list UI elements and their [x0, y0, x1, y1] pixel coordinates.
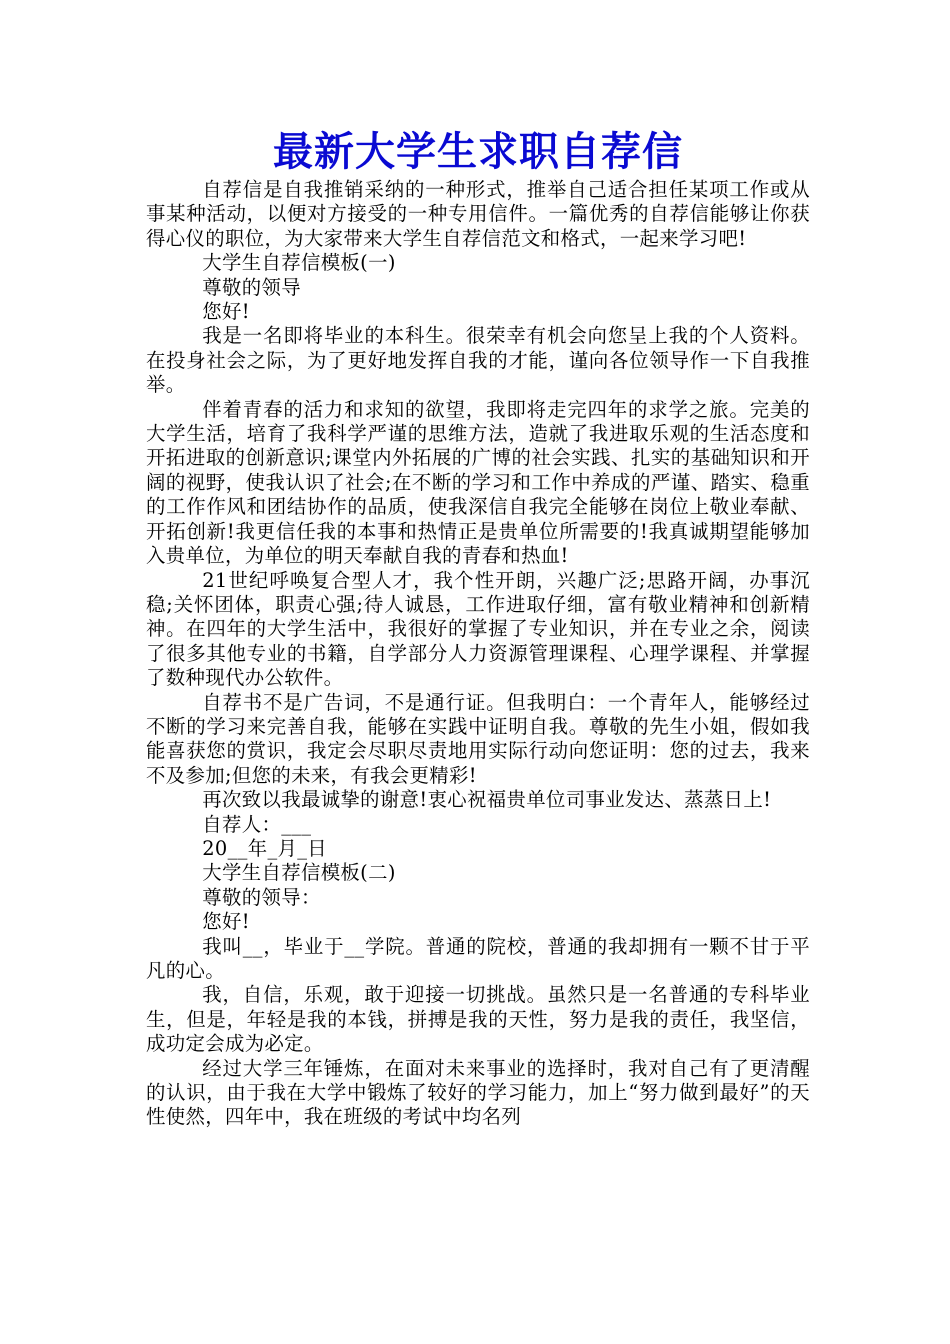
signature-line: 自荐人：___	[202, 812, 312, 836]
section-heading-template-1: 大学生自荐信模板(一)	[202, 251, 396, 275]
document-title: 最新大学生求职自荐信	[273, 129, 683, 175]
body-paragraph: 经过大学三年锤炼，在面对未来事业的选择时，我对自己有了更清醒的认识，由于我在大学中锻炼了较好的学习能力，加上“努力做到最好”的天性使然，四年中，我在班级的考试中均名列	[146, 1056, 810, 1129]
body-paragraph: 21世纪呼唤复合型人才，我个性开朗，兴趣广泛;思路开阔，办事沉稳;关怀团体，职责心强;待人诚恳，工作进取仔细，富有敬业精神和创新精神。在四年的大学生活中，我很好的掌握了专业知识，并在专业之余，阅读了很多其他专业的书籍，自学部分人力资源管理课程、心理学课程、并掌握了数种现代办公软件。	[146, 568, 810, 690]
document-body	[146, 178, 810, 1130]
body-paragraph: 我是一名即将毕业的本科生。很荣幸有机会向您呈上我的个人资料。在投身社会之际，为了更好地发挥自我的才能，谨向各位领导作一下自我推举。	[146, 324, 810, 397]
body-paragraph: 我，自信，乐观，敢于迎接一切挑战。虽然只是一名普通的专科毕业生，但是，年轻是我的本钱，拼搏是我的天性，努力是我的责任，我坚信，成功定会成为必定。	[146, 983, 810, 1056]
closing-paragraph: 再次致以我最诚挚的谢意!衷心祝福贵单位司事业发达、蒸蒸日上!	[202, 788, 772, 812]
greeting: 您好!	[202, 910, 250, 934]
salutation: 尊敬的领导：	[202, 885, 321, 909]
body-paragraph: 自荐书不是广告词，不是通行证。但我明白：一个青年人，能够经过不断的学习来完善自我，能够在实践中证明自我。尊敬的先生小姐，假如我能喜获您的赏识，我定会尽职尽责地用实际行动向您证明：您的过去，我来不及参加;但您的未来，有我会更精彩!	[146, 690, 810, 787]
body-paragraph: 我叫__，毕业于__学院。普通的院校，普通的我却拥有一颗不甘于平凡的心。	[146, 934, 810, 982]
greeting: 您好!	[202, 300, 250, 324]
section-heading-template-2: 大学生自荐信模板(二)	[202, 861, 396, 885]
intro-paragraph: 自荐信是自我推销采纳的一种形式，推举自己适合担任某项工作或从事某种活动，以便对方接受的一种专用信件。一篇优秀的自荐信能够让你获得心仪的职位，为大家带来大学生自荐信范文和格式，一起来学习吧!	[146, 178, 810, 250]
date-line: 20__年_月_日	[202, 836, 328, 860]
body-paragraph: 伴着青春的活力和求知的欲望，我即将走完四年的求学之旅。完美的大学生活，培育了我科学严谨的思维方法，造就了我进取乐观的生活态度和开拓进取的创新意识;课堂内外拓展的广博的社会实践、扎实的基础知识和开阔的视野，使我认识了社会;在不断的学习和工作中养成的严谨、踏实、稳重的工作作风和团结协作的品质，使我深信自我完全能够在岗位上敬业奉献、开拓创新!我更信任我的本事和热情正是贵单位所需要的!我真诚期望能够加入贵单位，为单位的明天奉献自我的青春和热血!	[146, 397, 810, 568]
salutation: 尊敬的领导	[202, 275, 301, 299]
